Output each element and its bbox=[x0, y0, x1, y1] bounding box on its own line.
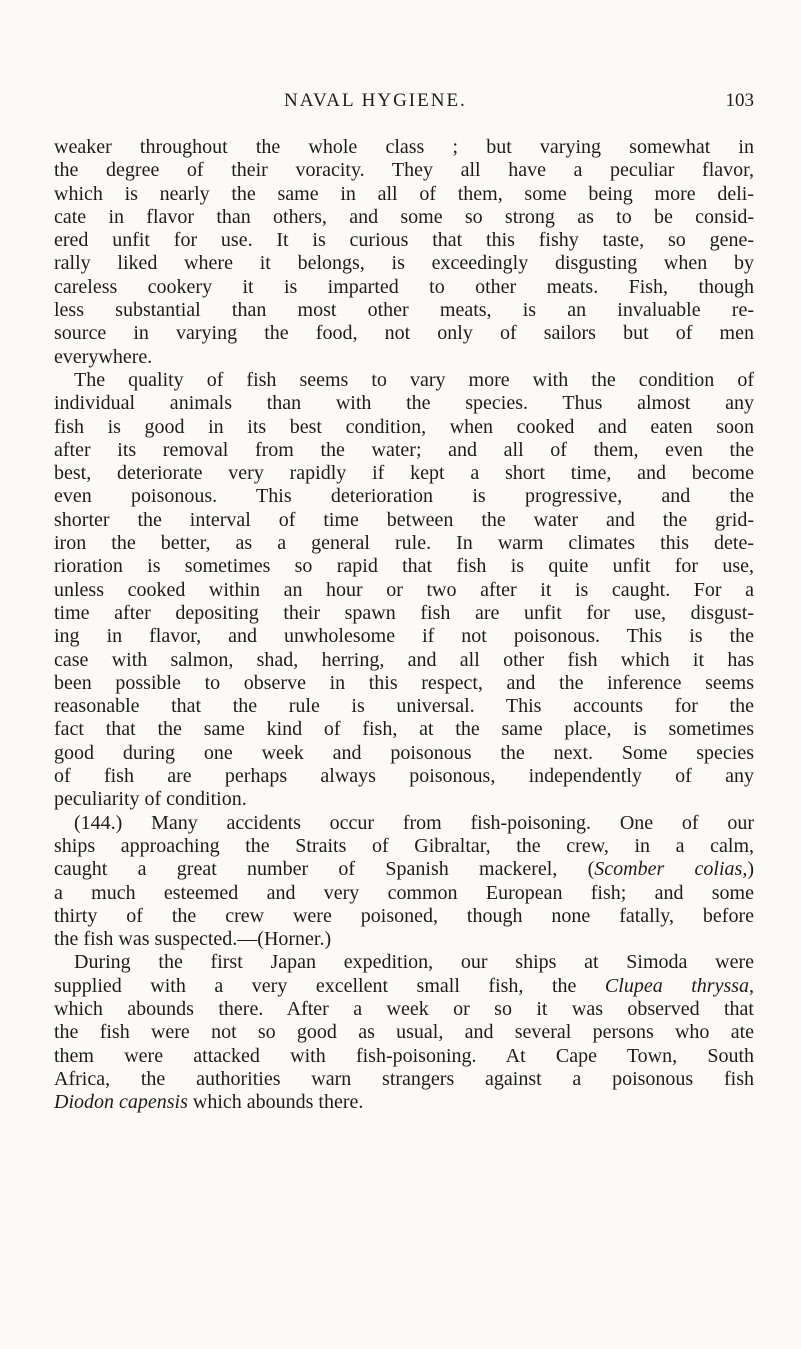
text-segment: which abounds there. bbox=[187, 1091, 364, 1114]
text-line: which is nearly the same in all of them, some being more deli- bbox=[54, 182, 754, 205]
text-line: shorter the interval of time between the water and the grid- bbox=[54, 508, 754, 531]
text-line: a much esteemed and very common European fish; and some bbox=[54, 881, 754, 904]
text-line: During the first Japan expedition, our ships at Simoda were bbox=[74, 951, 754, 974]
text-line: good during one week and poisonous the next. Some species bbox=[54, 741, 754, 764]
text-line: unless cooked within an hour or two after it is caught. For a bbox=[54, 578, 754, 601]
text-segment: supplied with a very excellent small fish, the bbox=[54, 974, 605, 997]
text-line: everywhere. bbox=[54, 345, 153, 368]
text-line: individual animals than with the species. Thus almost any bbox=[54, 392, 754, 415]
text-line: ships approaching the Straits of Gibraltar, the crew, in a calm, bbox=[54, 834, 754, 857]
italic-species-name: Clupea thryssa, bbox=[604, 974, 755, 997]
text-line: after its removal from the water; and all of them, even the bbox=[54, 438, 754, 461]
text-line: the degree of their voracity. They all have a peculiar flavor, bbox=[54, 159, 754, 182]
text-line: peculiarity of condition. bbox=[54, 788, 247, 811]
text-line bbox=[54, 1091, 754, 1114]
text-line: source in varying the food, not only of sailors but of men bbox=[54, 322, 754, 345]
text-line: time after depositing their spawn fish are unfit for use, disgust- bbox=[54, 601, 754, 624]
italic-species-name: Scomber colias, bbox=[594, 858, 748, 881]
text-line: of fish are perhaps always poisonous, independently of any bbox=[54, 765, 754, 788]
text-line: rioration is sometimes so rapid that fish is quite unfit for use, bbox=[54, 555, 754, 578]
text-line: thirty of the crew were poisoned, though none fatally, before bbox=[54, 904, 754, 927]
page-number: 103 bbox=[725, 90, 754, 111]
text-line: careless cookery it is imparted to other meats. Fish, though bbox=[54, 275, 754, 298]
text-line: Africa, the authorities warn strangers against a poisonous fish bbox=[54, 1067, 754, 1090]
running-head bbox=[54, 90, 754, 116]
text-line: even poisonous. This deterioration is progressive, and the bbox=[54, 485, 754, 508]
text-line: rally liked where it belongs, is exceedingly disgusting when by bbox=[54, 252, 754, 275]
text-line: fish is good in its best condition, when cooked and eaten soon bbox=[54, 415, 754, 438]
text-line: ing in flavor, and unwholesome if not poisonous. This is the bbox=[54, 625, 754, 648]
text-line: been possible to observe in this respect, and the inference seems bbox=[54, 671, 754, 694]
text-line: the fish was suspected.—(Horner.) bbox=[54, 928, 332, 951]
text-line: iron the better, as a general rule. In warm climates this dete- bbox=[54, 532, 754, 555]
text-line: the fish were not so good as usual, and several persons who ate bbox=[54, 1021, 754, 1044]
text-line: which abounds there. After a week or so it was observed that bbox=[54, 997, 754, 1020]
italic-species-name: Diodon capensis bbox=[54, 1091, 188, 1114]
text-line: The quality of fish seems to vary more with the condition of bbox=[74, 368, 754, 391]
text-line: them were attacked with fish-poisoning. At Cape Town, South bbox=[54, 1044, 754, 1067]
running-title: NAVAL HYGIENE. bbox=[284, 90, 467, 111]
text-line: reasonable that the rule is universal. This accounts for the bbox=[54, 695, 754, 718]
text-line: less substantial than most other meats, is an invaluable re- bbox=[54, 299, 754, 322]
text-line: best, deteriorate very rapidly if kept a short time, and become bbox=[54, 462, 754, 485]
text-segment: ) bbox=[747, 858, 754, 881]
body-text bbox=[54, 136, 754, 1114]
text-line: cate in flavor than others, and some so strong as to be consid- bbox=[54, 205, 754, 228]
text-line: weaker throughout the whole class ; but varying somewhat in bbox=[54, 136, 754, 158]
text-line bbox=[54, 858, 754, 881]
text-line: ered unfit for use. It is curious that this fishy taste, so gene- bbox=[54, 229, 754, 252]
text-line: case with salmon, shad, herring, and all other fish which it has bbox=[54, 648, 754, 671]
text-segment: caught a great number of Spanish mackerel, ( bbox=[54, 858, 595, 881]
text-line bbox=[54, 975, 754, 998]
text-line: fact that the same kind of fish, at the same place, is sometimes bbox=[54, 718, 754, 741]
text-line: (144.) Many accidents occur from fish-poisoning. One of our bbox=[74, 811, 754, 834]
